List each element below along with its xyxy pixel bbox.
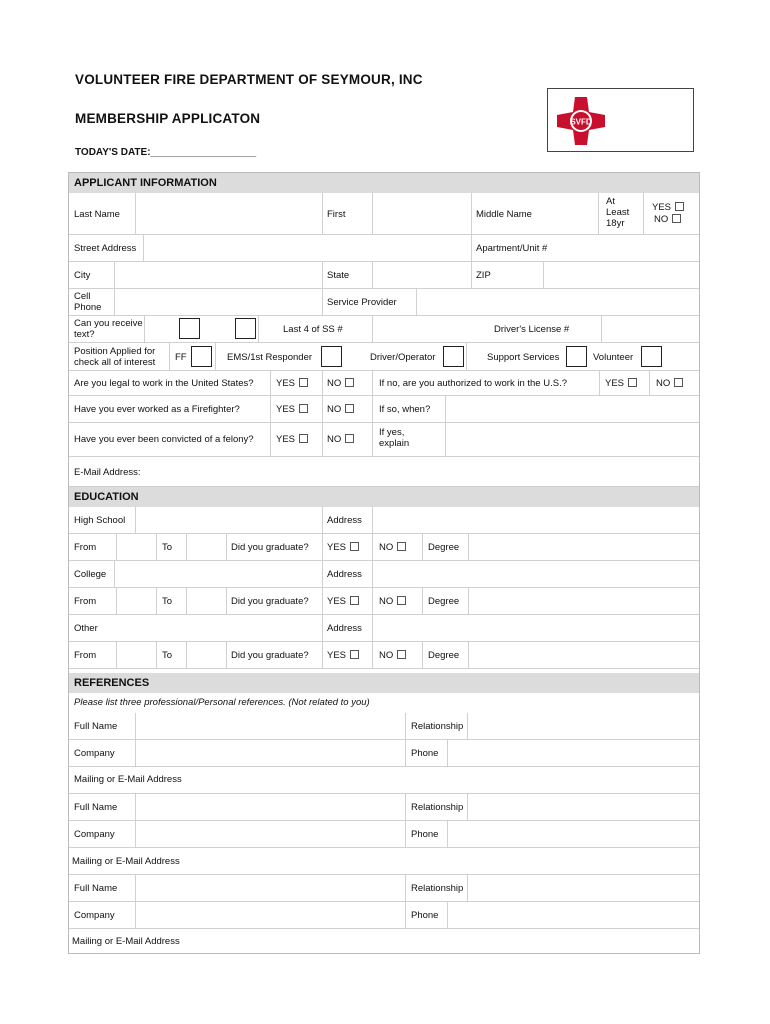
- authorized-label: If no, are you authorized to work in the U.S.?: [379, 378, 567, 389]
- other-row: [69, 615, 699, 642]
- college-dates-row: [69, 588, 699, 615]
- felony-no-option[interactable]: NO: [327, 434, 354, 445]
- position-row: [69, 343, 699, 371]
- receive-text-label: Can you receive text?: [74, 318, 143, 340]
- city-label: City: [74, 270, 91, 281]
- volunteer-label: Volunteer: [593, 352, 634, 363]
- driver-operator-label: Driver/Operator: [370, 352, 436, 363]
- from-label: From: [74, 596, 97, 607]
- street-row: [69, 235, 699, 262]
- support-services-label: Support Services: [487, 352, 560, 363]
- state-label: State: [327, 270, 350, 281]
- cell-row: [69, 289, 699, 316]
- mailing-label: Mailing or E-Mail Address: [72, 936, 180, 947]
- high-school-dates-row: [69, 534, 699, 561]
- legal-no-option[interactable]: NO: [327, 378, 354, 389]
- to-label: To: [162, 650, 173, 661]
- firefighter-row: [69, 396, 699, 423]
- graduate-yes-option[interactable]: YES: [327, 650, 359, 661]
- text-no-checkbox[interactable]: [235, 318, 256, 339]
- org-title: VOLUNTEER FIRE DEPARTMENT OF SEYMOUR, INC: [75, 72, 423, 87]
- logo-frame: [547, 88, 694, 152]
- first-name-label: First: [327, 209, 346, 220]
- section-references: REFERENCES: [69, 673, 699, 693]
- application-form: [68, 172, 700, 954]
- date-field[interactable]: TODAY'S DATE:___________________: [75, 147, 257, 158]
- high-school-label: High School: [74, 515, 126, 526]
- to-label: To: [162, 596, 173, 607]
- relationship-label: Relationship: [411, 802, 464, 813]
- references-note: Please list three professional/Personal references. (Not related to you): [74, 697, 370, 708]
- ref1-mailing-row: [69, 767, 699, 794]
- ref2-company-row: [69, 821, 699, 848]
- service-provider-label: Service Provider: [327, 297, 397, 308]
- degree-label: Degree: [428, 596, 460, 607]
- high-school-address-label: Address: [327, 515, 362, 526]
- graduate-yes-option[interactable]: YES: [327, 542, 359, 553]
- text-row: [69, 316, 699, 343]
- phone-label: Phone: [411, 829, 439, 840]
- company-label: Company: [74, 748, 115, 759]
- form-subtitle: MEMBERSHIP APPLICATON: [75, 111, 261, 126]
- college-label: College: [74, 569, 107, 580]
- degree-label: Degree: [428, 650, 460, 661]
- college-address-label: Address: [327, 569, 362, 580]
- from-label: From: [74, 542, 97, 553]
- license-label: Driver's License #: [494, 324, 570, 335]
- graduate-no-option[interactable]: NO: [379, 542, 406, 553]
- graduate-label: Did you graduate?: [231, 596, 309, 607]
- from-label: From: [74, 650, 97, 661]
- graduate-label: Did you graduate?: [231, 650, 309, 661]
- phone-label: Phone: [411, 910, 439, 921]
- if-yes-explain-label: If yes, explain: [379, 427, 410, 449]
- ref1-name-row: [69, 713, 699, 740]
- degree-label: Degree: [428, 542, 460, 553]
- street-label: Street Address: [74, 243, 137, 254]
- to-label: To: [162, 542, 173, 553]
- svfd-logo-icon: [548, 89, 695, 153]
- ref2-name-row: [69, 794, 699, 821]
- position-label: Position Applied for check all of interest: [74, 346, 156, 368]
- worked-firefighter-label: Have you ever worked as a Firefighter?: [74, 404, 240, 415]
- email-row: [69, 457, 699, 487]
- authorized-no-option[interactable]: NO: [656, 378, 683, 389]
- company-label: Company: [74, 829, 115, 840]
- firefighter-no-option[interactable]: NO: [327, 404, 354, 415]
- logo-text: SVFD: [570, 117, 592, 127]
- graduate-no-option[interactable]: NO: [379, 650, 406, 661]
- zip-label: ZIP: [476, 270, 491, 281]
- ref3-mailing-row: [69, 929, 699, 954]
- ref2-mailing-row: [69, 848, 699, 875]
- volunteer-checkbox[interactable]: [641, 346, 662, 367]
- college-row: [69, 561, 699, 588]
- authorized-yes-option[interactable]: YES: [605, 378, 637, 389]
- other-address-label: Address: [327, 623, 362, 634]
- text-yes-checkbox[interactable]: [179, 318, 200, 339]
- relationship-label: Relationship: [411, 883, 464, 894]
- city-row: [69, 262, 699, 289]
- felony-row: [69, 423, 699, 457]
- ff-label: FF: [175, 352, 187, 363]
- driver-operator-checkbox[interactable]: [443, 346, 464, 367]
- graduate-yes-option[interactable]: YES: [327, 596, 359, 607]
- high-school-row: [69, 507, 699, 534]
- section-applicant: APPLICANT INFORMATION: [69, 173, 699, 193]
- graduate-label: Did you graduate?: [231, 542, 309, 553]
- section-education: EDUCATION: [69, 487, 699, 507]
- mailing-label: Mailing or E-Mail Address: [74, 774, 182, 785]
- at-least-18-label: At Least 18yr: [606, 196, 630, 229]
- relationship-label: Relationship: [411, 721, 464, 732]
- if-so-when-label: If so, when?: [379, 404, 431, 415]
- phone-label: Phone: [411, 748, 439, 759]
- ref1-company-row: [69, 740, 699, 767]
- age-yes-option[interactable]: YES: [652, 202, 684, 213]
- apartment-label: Apartment/Unit #: [476, 243, 548, 254]
- last-name-label: Last Name: [74, 209, 120, 220]
- felony-yes-option[interactable]: YES: [276, 434, 308, 445]
- email-label: E-Mail Address:: [74, 467, 141, 478]
- mailing-label: Mailing or E-Mail Address: [72, 856, 180, 867]
- firefighter-yes-option[interactable]: YES: [276, 404, 308, 415]
- ems-checkbox[interactable]: [321, 346, 342, 367]
- ref3-name-row: [69, 875, 699, 902]
- ss-label: Last 4 of SS #: [283, 324, 343, 335]
- name-row: [69, 193, 699, 235]
- age-no-option[interactable]: NO: [654, 214, 681, 225]
- full-name-label: Full Name: [74, 802, 118, 813]
- ems-label: EMS/1st Responder: [227, 352, 313, 363]
- ref3-company-row: [69, 902, 699, 929]
- support-services-checkbox[interactable]: [566, 346, 587, 367]
- legal-yes-option[interactable]: YES: [276, 378, 308, 389]
- company-label: Company: [74, 910, 115, 921]
- graduate-no-option[interactable]: NO: [379, 596, 406, 607]
- full-name-label: Full Name: [74, 721, 118, 732]
- full-name-label: Full Name: [74, 883, 118, 894]
- ff-checkbox[interactable]: [191, 346, 212, 367]
- other-label: Other: [74, 623, 98, 634]
- middle-name-label: Middle Name: [476, 209, 532, 220]
- legal-row: [69, 371, 699, 396]
- felony-label: Have you ever been convicted of a felony?: [74, 434, 254, 445]
- other-dates-row: [69, 642, 699, 669]
- cell-phone-label: Cell Phone: [74, 291, 102, 313]
- legal-work-label: Are you legal to work in the United States?: [74, 378, 254, 389]
